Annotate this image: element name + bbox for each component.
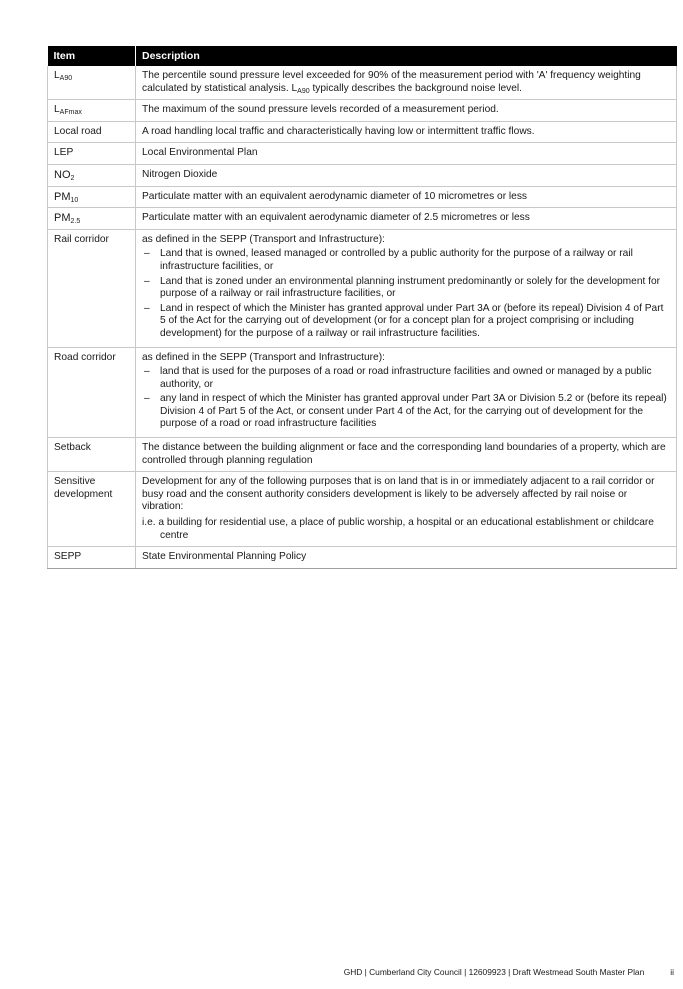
term-text: PM	[54, 212, 71, 225]
term-cell: Local road	[48, 121, 136, 143]
list-item-text: any land in respect of which the Minister has granted approval under Part 3A or Division 5.2 or (before its repeal) Division 4 of Part 5 of the Act, or consent under Part 4 of the Act, for the carrying out of development for the purpose of a road or road infrastructure facilities	[160, 393, 667, 430]
term-text: L	[54, 104, 60, 116]
description-cell	[136, 66, 677, 100]
description-cell: Local Environmental Plan	[136, 143, 677, 165]
inline-term-subscript: A90	[297, 87, 310, 95]
term-subscript: A90	[59, 75, 73, 82]
table-row	[48, 121, 677, 143]
term-cell	[48, 100, 136, 122]
list-item	[142, 366, 670, 391]
dash-marker: –	[144, 248, 150, 260]
term-cell	[48, 164, 136, 186]
dash-marker: –	[144, 393, 150, 405]
description-example: i.e. a building for residential use, a place of public worship, a hospital or an educational establishment or childcare centre	[142, 517, 654, 541]
term-cell	[48, 208, 136, 230]
term-cell: SEPP	[48, 547, 136, 569]
table-row	[48, 186, 677, 208]
list-item	[142, 393, 670, 431]
list-item-text: Land that is owned, leased managed or controlled by a public authority for the purpose of a railway or rail infrastructure facilities, or	[160, 248, 633, 272]
term-cell: LEP	[48, 143, 136, 165]
description-cell: The maximum of the sound pressure levels recorded of a measurement period.	[136, 100, 677, 122]
table-row	[48, 208, 677, 230]
header-item: Item	[48, 46, 136, 66]
description-intro: as defined in the SEPP (Transport and Infrastructure):	[142, 351, 385, 363]
dash-marker: –	[144, 302, 150, 314]
description-cell: Nitrogen Dioxide	[136, 164, 677, 186]
page-footer	[344, 967, 674, 977]
table-row	[48, 547, 677, 569]
list-item	[142, 276, 670, 301]
table-row	[48, 229, 677, 347]
description-text: Development for any of the following purposes that is on land that is in or immediately adjacent to a rail corridor or busy road and the consent authority considers development is likely to be adversely affected by rail noise or vibration:	[142, 476, 655, 513]
table-row	[48, 472, 677, 547]
term-cell: Setback	[48, 438, 136, 472]
list-item	[142, 303, 670, 341]
description-cell: Particulate matter with an equivalent aerodynamic diameter of 10 micrometres or less	[136, 186, 677, 208]
term-subscript: 2.5	[70, 218, 81, 226]
term-cell: Rail corridor	[48, 229, 136, 347]
term-text: NO	[54, 168, 71, 181]
list-item-text: Land in respect of which the Minister has granted approval under Part 3A or (before its repeal) Division 4 of Part 5 of the Act for the carrying out of development (or for a concept plan for a project comprising or including development) for the purpose of a railway or rail infrastructure facilities.	[160, 302, 664, 339]
inline-term: L	[291, 82, 298, 94]
term-cell	[48, 186, 136, 208]
description-text: typically describes the background noise level.	[309, 82, 522, 94]
term-cell: Road corridor	[48, 347, 136, 438]
header-description: Description	[136, 46, 677, 66]
description-cell: A road handling local traffic and characteristically having low or intermittent traffic flows.	[136, 121, 677, 143]
term-cell: Sensitive development	[48, 472, 136, 547]
term-subscript: 10	[70, 196, 79, 204]
table-row	[48, 66, 677, 100]
description-cell	[136, 472, 677, 547]
table-row	[48, 143, 677, 165]
dash-marker: –	[144, 275, 150, 287]
glossary-table	[47, 46, 677, 569]
table-row	[48, 438, 677, 472]
definition-list	[142, 366, 670, 431]
footer-text: GHD | Cumberland City Council | 12609923 | Draft Westmead South Master Plan	[343, 967, 645, 977]
table-row	[48, 100, 677, 122]
list-item	[142, 248, 670, 273]
term-cell	[48, 66, 136, 100]
description-intro: as defined in the SEPP (Transport and Infrastructure):	[142, 233, 385, 245]
term-subscript: AFmax	[59, 109, 82, 117]
term-subscript: 2	[70, 174, 75, 182]
list-item-text: Land that is zoned under an environmental planning instrument predominantly or solely for the development for purpose of a railway or rail infrastructure facilities, or	[160, 275, 661, 300]
description-cell: The distance between the building alignment or face and the corresponding land boundaries of a property, which are controlled through planning regulation	[136, 438, 677, 472]
dash-marker: –	[144, 366, 150, 378]
definition-list	[142, 248, 670, 340]
description-cell	[136, 229, 677, 347]
description-cell: State Environmental Planning Policy	[136, 547, 677, 569]
description-cell	[136, 347, 677, 438]
description-text: The percentile sound pressure level exceeded for 90% of the measurement period with 'A' frequency weighting calculated by statistical analysis.	[142, 70, 641, 94]
list-item-text: land that is used for the purposes of a road or road infrastructure facilities and owned or managed by a public authority, or	[160, 366, 652, 390]
term-text: L	[54, 70, 60, 81]
table-row	[48, 347, 677, 438]
term-text: PM	[54, 190, 71, 203]
page-number: ii	[670, 967, 674, 977]
table-header-row	[48, 46, 677, 66]
description-cell: Particulate matter with an equivalent aerodynamic diameter of 2.5 micrometres or less	[136, 208, 677, 230]
table-row	[48, 164, 677, 186]
